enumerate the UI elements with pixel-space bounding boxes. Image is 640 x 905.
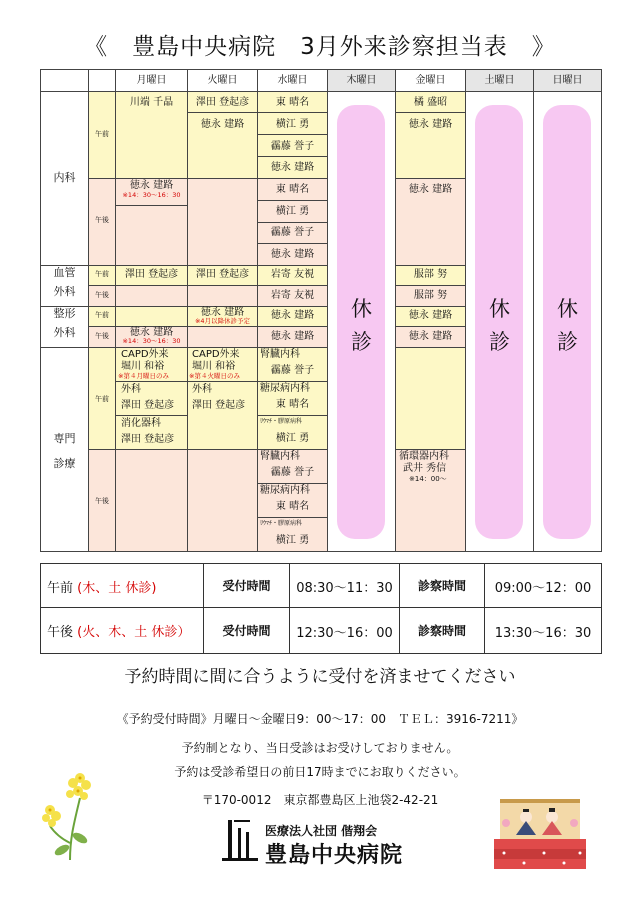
senmon-am-mon-5: 澤田 登起彦 [121,400,175,411]
am-closed-days: (木、土 休診) [77,581,157,596]
page-title: 《 豊島中央病院 3月外来診察担当表 》 [84,34,556,60]
notice-text: 予約時間に間に合うように受付を済ませてください [124,667,516,687]
kekkan-pm-fri: 服部 努 [413,290,448,301]
pm-closed-days: (火、木、土 休診） [77,625,191,640]
kekkan-am-tue: 澤田 登起彦 [195,269,250,280]
kekkan-pm-wed: 岩寄 友視 [270,290,315,301]
address: 〒170-0012 東京都豊島区上池袋2-42-21 [201,793,439,807]
seikei-am-tue-note: ※4月以降休診予定 [194,317,251,325]
am-reception-label: 受付時間 [222,579,271,593]
naika-pm-wed-2: 横江 勇 [275,206,310,217]
senmon-am-fri-bg [395,347,465,449]
am-consult-time: 09:00〜12：00 [494,581,592,596]
header-sat: 土曜日 [484,75,515,86]
sat-closed-2: 診 [489,330,510,354]
am-label: 午前 [47,581,74,596]
seikei-am-tue: 徳永 建路 [200,307,245,318]
naika-am-mon: 川端 千晶 [129,97,174,108]
row-seikei-1: 整形 [53,307,76,320]
senmon-am-mon-2: 堀川 和裕 [121,361,165,372]
header-sun: 日曜日 [552,75,583,86]
header-wed: 水曜日 [277,75,308,86]
senmon-pm-wed-3: 糖尿病内科 [260,485,310,496]
seikei-pm-fri: 徳永 建路 [408,331,453,342]
senmon-am-wed-6: 横江 勇 [275,433,310,444]
senmon-am-tue-3: ※第４火曜日のみ [189,372,240,380]
pm-consult-label: 診察時間 [417,624,466,638]
hospital-logo-icon [222,818,258,864]
senmon-am-wed-4: 東 晴名 [275,399,310,410]
naika-pm-wed-4: 徳永 建路 [270,249,315,260]
rapeseed-flower-icon [40,768,100,863]
senmon-am-wed-3: 糖尿病内科 [260,383,310,394]
naika-am-label: 午前 [95,130,109,138]
pm-consult-time: 13:30〜16：30 [494,626,592,641]
sat-closed-1: 休 [489,297,510,321]
row-senmon-1: 専門 [53,432,76,445]
naika-am-tue-2: 徳永 建路 [200,119,245,130]
senmon-pm-wed-5: ﾘｳﾏﾁ・膠原病科 [260,520,303,527]
thu-closed-2: 診 [351,330,372,354]
senmon-pm-wed-2: 靏藤 誉子 [270,467,315,478]
naika-am-fri-1: 橘 盛昭 [413,97,448,108]
row-kekkan-2: 外科 [53,285,76,298]
pm-reception-time: 12:30〜16：00 [296,626,393,641]
senmon-am-mon-4: 外科 [121,384,141,395]
naika-pm-fri: 徳永 建路 [408,184,453,195]
naika-am-fri-2: 徳永 建路 [408,119,453,130]
senmon-pm-fri-2: 武井 秀信 [403,463,447,474]
hospital-name: 豊島中央病院 [265,843,404,868]
schedule-table [40,69,602,552]
info-line-1: 予約制となり、当日受診はお受けしておりません。 [181,741,459,755]
senmon-am-wed-5: ﾘｳﾏﾁ・膠原病科 [260,418,303,425]
senmon-am-tue-5: 澤田 登起彦 [192,400,246,411]
am-hours-row [47,577,203,596]
sat-closed-pill [475,105,523,539]
organization-name: 医療法人社団 偕翔会 [265,824,378,838]
senmon-am-label: 午前 [95,395,109,403]
header-tue: 火曜日 [207,75,238,86]
info-line-2: 予約は受診希望日の前日17時までにお取りください。 [174,765,466,779]
row-senmon-2: 診療 [53,457,76,470]
row-seikei-2: 外科 [53,326,76,339]
hina-dolls-icon [494,793,586,871]
seikei-am-wed: 徳永 建路 [270,310,315,321]
naika-am-wed-4: 徳永 建路 [270,162,315,173]
senmon-am-wed-2: 靏藤 誉子 [270,365,315,376]
senmon-am-tue-2: 堀川 和裕 [192,361,236,372]
senmon-pm-fri-1: 循環器内科 [399,451,449,462]
naika-am-wed-3: 靏藤 誉子 [270,141,315,152]
pm-hours-row [47,621,203,640]
senmon-am-tue-4: 外科 [192,384,212,395]
sun-closed-1: 休 [557,297,578,321]
seikei-pm-mon: 徳永 建路 [129,327,174,338]
naika-pm-label: 午後 [95,216,109,224]
senmon-am-mon-6: 消化器科 [121,418,161,429]
sun-closed-2: 診 [557,330,578,354]
sun-closed-pill [543,105,591,539]
kekkan-pm-label: 午後 [95,291,109,299]
pm-label: 午後 [47,625,74,640]
thu-closed-pill [337,105,385,539]
pm-reception-label: 受付時間 [222,624,271,638]
am-consult-label: 診察時間 [417,579,466,593]
senmon-am-mon-7: 澤田 登起彦 [121,434,175,445]
senmon-pm-wed-6: 横江 勇 [275,535,310,546]
header-mon: 月曜日 [136,75,167,86]
naika-pm-wed-1: 東 晴名 [275,184,310,195]
seikei-am-fri: 徳永 建路 [408,310,453,321]
kekkan-am-label: 午前 [95,270,109,278]
reservation-hours: 《予約受付時間》月曜日〜金曜日9：00〜17：00 ＴＥＬ：3916-7211》 [116,712,524,726]
naika-pm-mon: 徳永 建路 [129,180,174,191]
row-kekkan-1: 血管 [53,266,76,279]
kekkan-am-fri: 服部 努 [413,269,448,280]
naika-pm-mon-note: ※14：30〜16：30 [122,191,181,199]
senmon-pm-wed-1: 腎臓内科 [260,451,300,462]
seikei-pm-wed: 徳永 建路 [270,331,315,342]
seikei-pm-mon-note: ※14：30〜16：30 [122,337,181,345]
naika-am-tue-1: 澤田 登起彦 [195,97,250,108]
senmon-pm-wed-4: 東 晴名 [275,501,310,512]
naika-pm-wed-3: 靏藤 誉子 [270,227,315,238]
senmon-pm-label: 午後 [95,497,109,505]
senmon-pm-fri-3: ※14：00〜 [409,475,447,483]
thu-closed-1: 休 [351,297,372,321]
senmon-am-wed-1: 腎臓内科 [260,349,300,360]
naika-am-wed-1: 東 晴名 [275,97,310,108]
senmon-am-mon-3: ※第４月曜日のみ [118,372,169,380]
naika-am-wed-2: 横江 勇 [275,119,310,130]
kekkan-am-wed: 岩寄 友視 [270,269,315,280]
am-reception-time: 08:30〜11：30 [296,581,393,596]
senmon-am-tue-1: CAPD外来 [192,349,240,360]
header-thu: 木曜日 [346,75,377,86]
hours-table [40,563,602,654]
header-fri: 金曜日 [415,75,446,86]
kekkan-am-mon: 澤田 登起彦 [124,269,179,280]
row-naika: 内科 [53,171,76,184]
seikei-am-label: 午前 [95,311,109,319]
senmon-am-mon-1: CAPD外来 [121,349,169,360]
seikei-pm-label: 午後 [95,332,109,340]
